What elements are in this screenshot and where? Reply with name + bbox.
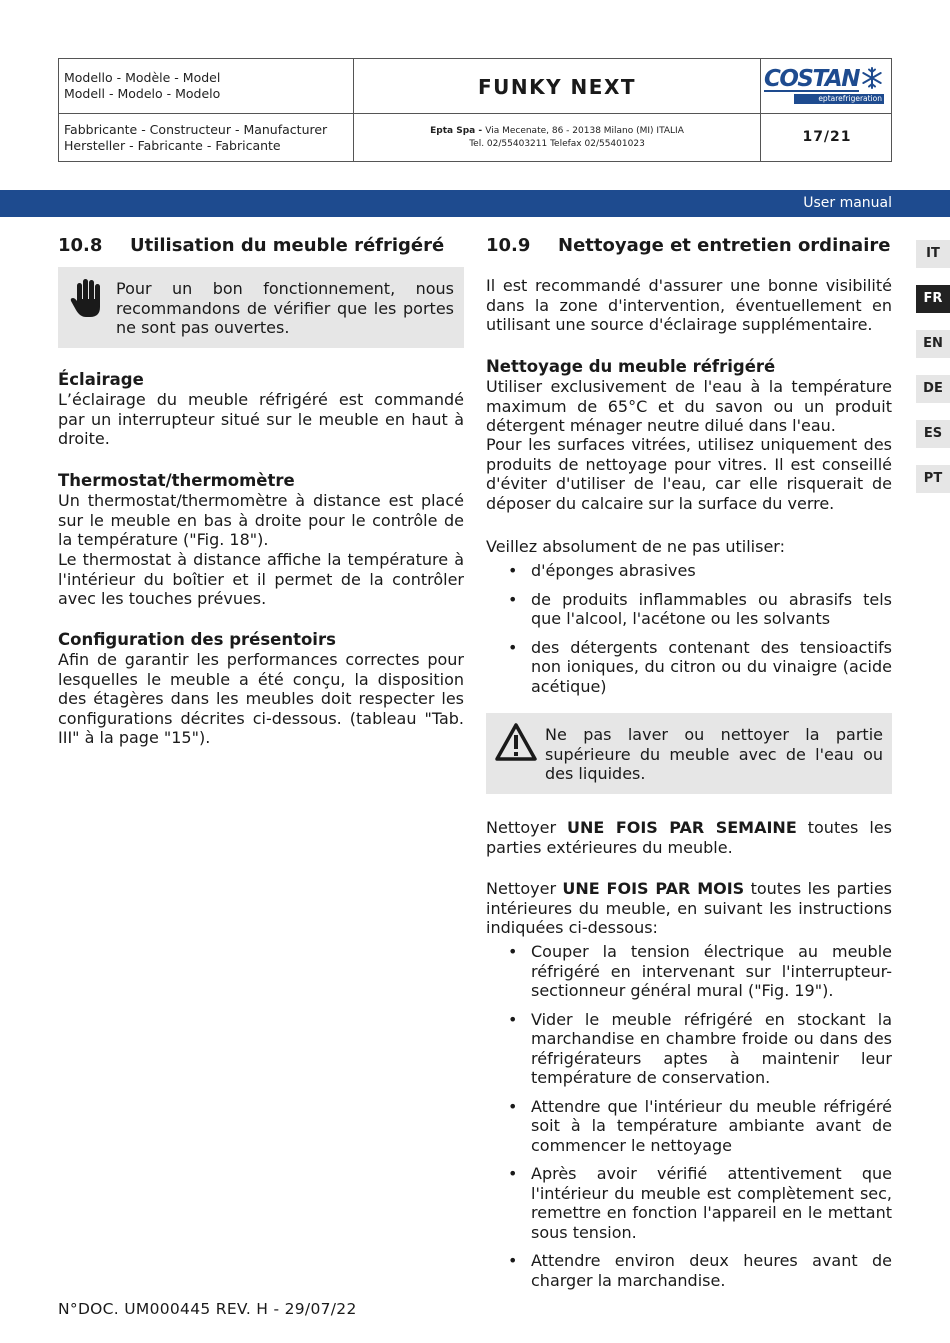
- stop-hand-icon: [70, 277, 104, 319]
- manual-band: [0, 190, 950, 217]
- manufacturer-address: [354, 125, 760, 151]
- config-heading: Configuration des présentoirs: [58, 630, 336, 649]
- warning-box: [486, 713, 892, 794]
- logo-wordmark: COSTAN: [764, 66, 859, 92]
- weekly-pre: Nettoyer: [486, 818, 568, 837]
- cleaning-text-1: Utiliser exclusivement de l'eau à la température maximum de 65°C et du savon ou un produit détergent ménager neutre dilué dans l'eau.: [486, 377, 892, 435]
- manufacturer-label-line-2: Hersteller - Fabricante - Fabricante: [64, 138, 281, 153]
- list-item: • Couper la tension électrique au meuble réfrigéré en intervenant sur l'interrupteur-sectionneur général mural ("Fig. 19").: [486, 942, 892, 1001]
- lang-tab-es[interactable]: ES: [916, 420, 950, 448]
- lighting-heading: Éclairage: [58, 370, 144, 389]
- manufacturer-label: [64, 122, 327, 154]
- warning-triangle-icon: [495, 723, 537, 761]
- monthly-bold: UNE FOIS PAR MOIS: [562, 879, 745, 898]
- section-number: 10.9: [486, 235, 531, 256]
- model-name: FUNKY NEXT: [477, 75, 637, 99]
- lang-tab-en[interactable]: EN: [916, 330, 950, 358]
- config-text: Afin de garantir les performances correctes pour lesquelles le meuble a été conçu, la disposition des étagères dans les meubles doit respecter les configurations décrites ci-dessous. (tableau "Tab. III" à la page "15").: [58, 650, 464, 747]
- company-name: Epta Spa -: [430, 126, 486, 136]
- weekly-instruction: [486, 818, 892, 857]
- weekly-post: toutes les parties extérieures du meuble.: [486, 818, 892, 857]
- cleaning-heading: Nettoyage du meuble réfrigéré: [486, 357, 776, 376]
- page-number: 17/21: [802, 129, 852, 145]
- cleaning-text-2: Pour les surfaces vitrées, utilisez uniquement des produits de nettoyage pour vitres. Il est conseillé d'éviter d'utiliser de l'eau, car elle risquerait de déposer du calcaire sur la surface du verre.: [486, 435, 892, 513]
- thermostat-heading: Thermostat/thermomètre: [58, 471, 295, 490]
- avoid-list: [486, 561, 892, 696]
- lighting-text: L’éclairage du meuble réfrigéré est commandé par un interrupteur situé sur le meuble en haut à droite.: [58, 390, 464, 448]
- logo-subtitle: eptarefrigeration: [794, 94, 884, 104]
- list-item: • Après avoir vérifié attentivement que l'intérieur du meuble est complètement sec, remettre en fonction l'appareil en le mettant sous tension.: [486, 1164, 892, 1242]
- lang-tab-pt[interactable]: PT: [916, 465, 950, 493]
- list-item: • de produits inflammables ou abrasifs tels que l'alcool, l'acétone ou les solvants: [486, 590, 892, 629]
- cleaning-intro: Il est recommandé d'assurer une bonne visibilité dans la zone d'intervention, éventuellement en utilisant une source d'éclairage supplémentaire.: [486, 276, 892, 334]
- company-address: Via Mecenate, 86 - 20138 Milano (MI) ITALIA: [485, 126, 684, 136]
- manufacturer-label-line-1: Fabbricante - Constructeur - Manufacturer: [64, 122, 328, 137]
- section-heading-10-9: [486, 235, 890, 256]
- list-item: • d'éponges abrasives: [486, 561, 892, 581]
- section-title: Nettoyage et entretien ordinaire: [558, 235, 891, 256]
- lang-tab-it[interactable]: IT: [916, 240, 950, 268]
- lang-tab-de[interactable]: DE: [916, 375, 950, 403]
- list-item: • Attendre que l'intérieur du meuble réfrigéré soit à la température ambiante avant de commencer le nettoyage: [486, 1097, 892, 1156]
- thermostat-text-2: Le thermostat à distance affiche la température à l'intérieur du boîtier et il permet de la contrôler avec les touches prévues.: [58, 550, 464, 608]
- costan-logo: [764, 66, 886, 104]
- company-phone: Tel. 02/55403211 Telefax 02/55401023: [469, 139, 645, 149]
- note-text: Pour un bon fonctionnement, nous recommandons de vérifier que les portes ne sont pas ouvertes.: [116, 279, 454, 337]
- band-label: User manual: [803, 195, 892, 211]
- section-number: 10.8: [58, 235, 103, 256]
- note-box: [58, 267, 464, 348]
- warning-text: Ne pas laver ou nettoyer la partie supérieure du meuble avec de l'eau ou des liquides.: [545, 725, 883, 783]
- section-heading-10-8: [58, 235, 444, 256]
- list-item: • des détergents contenant des tensioactifs non ioniques, du citron ou du vinaigre (acide acétique): [486, 638, 892, 697]
- model-label-line-1: Modello - Modèle - Model: [64, 70, 221, 85]
- doc-footer: N°DOC. UM000445 REV. H - 29/07/22: [58, 1300, 357, 1318]
- avoid-intro: Veillez absolument de ne pas utiliser:: [486, 537, 785, 556]
- list-item: • Vider le meuble réfrigéré en stockant la marchandise en chambre froide ou dans des réfrigérateurs aptes à maintenir leur température de conservation.: [486, 1010, 892, 1088]
- list-item: • Attendre environ deux heures avant de charger la marchandise.: [486, 1251, 892, 1290]
- monthly-pre: Nettoyer: [486, 879, 563, 898]
- model-label-line-2: Modell - Modelo - Modelo: [64, 86, 221, 101]
- weekly-bold: UNE FOIS PAR SEMAINE: [567, 818, 797, 837]
- section-title: Utilisation du meuble réfrigéré: [130, 235, 445, 256]
- monthly-post: toutes les parties intérieures du meuble, en suivant les instructions indiquées ci-dessous:: [486, 879, 893, 937]
- lang-tab-fr[interactable]: FR: [916, 285, 950, 313]
- monthly-instruction: [486, 879, 892, 938]
- thermostat-text-1: Un thermostat/thermomètre à distance est placé sur le meuble en bas à droite pour le contrôle de la température ("Fig. 18").: [58, 491, 464, 549]
- model-label: [64, 70, 220, 102]
- monthly-steps-list: [486, 942, 892, 1290]
- snowflake-icon: [860, 66, 884, 90]
